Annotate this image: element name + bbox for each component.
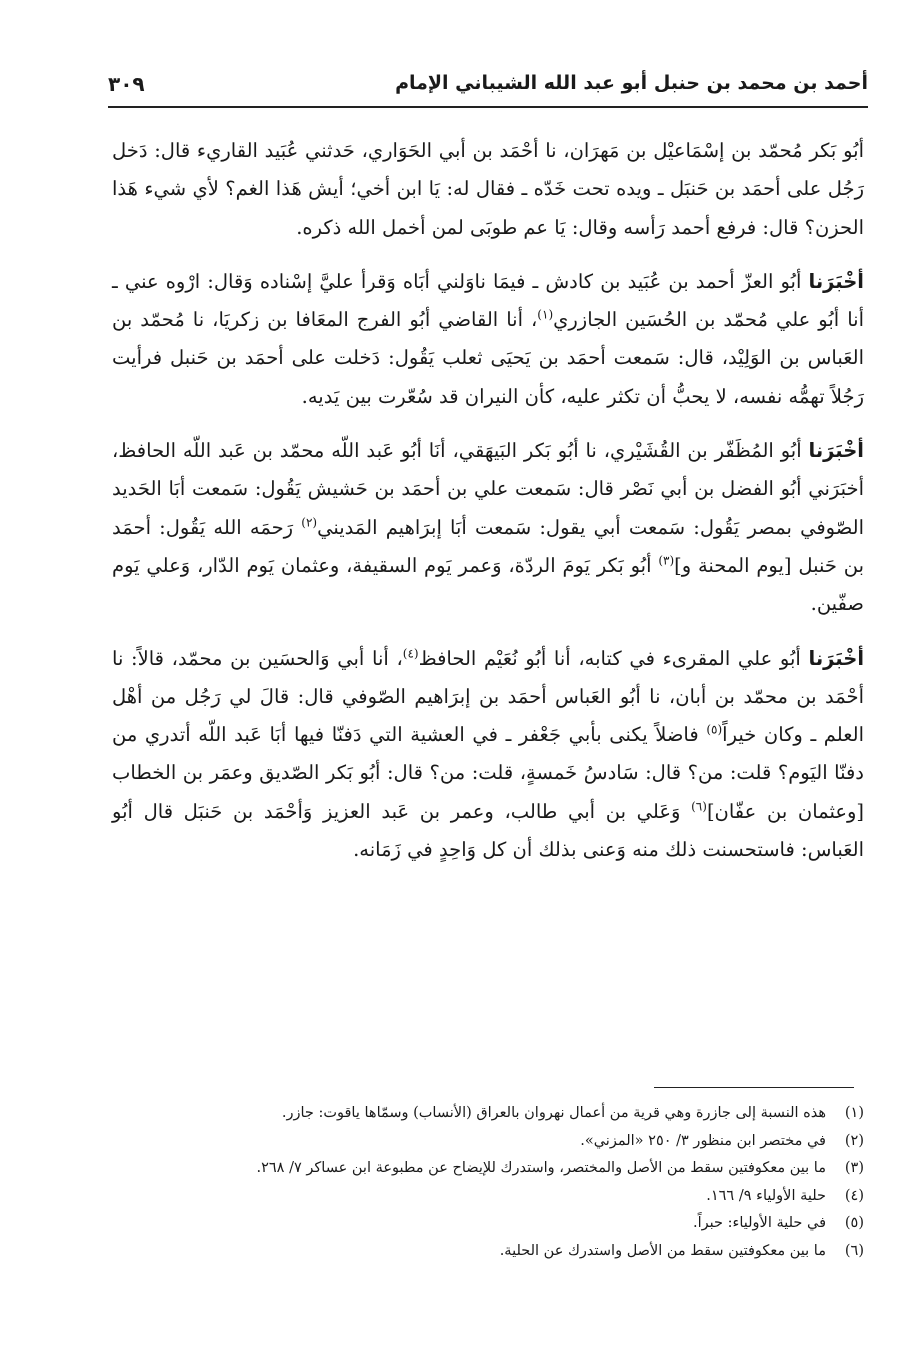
footnote-number: (٤) bbox=[844, 1187, 864, 1204]
footnote-text: هذه النسبة إلى جازرة وهي قرية من أعمال نهروان بالعراق (الأنساب) وسمّاها ياقوت: جازر. bbox=[281, 1105, 826, 1121]
paragraph bbox=[112, 132, 864, 247]
main-text bbox=[112, 132, 864, 885]
footnote-separator bbox=[654, 1087, 854, 1088]
paragraph-text: فاضلاً يكنى بأبي جَعْفر ـ في العشية التي دَفنّا فيها أبَا عَبد اللّه أتدري من دفنّا اليَوم؟ قلت: من؟ قال: سَادسُ خَمسةٍ، قلت: من؟ قال: أبُو بَكر الصّديق وعمَر بن الخطاب [وعثمان بن عفّان] bbox=[112, 723, 864, 823]
footnote-number: (١) bbox=[844, 1105, 864, 1121]
paragraph bbox=[112, 432, 864, 623]
running-header bbox=[108, 70, 868, 106]
paragraph-text: أبُو علي المقرىء في كتابه، أنا أبُو نُعَيْم الحافظ bbox=[418, 646, 809, 670]
paragraph bbox=[112, 640, 864, 870]
paragraph-text: أبُو المُظَفّر بن القُشَيْري، نا أبُو بَكر البَيهَقي، أنَا أبُو عَبد اللّه محمّد بن عَبد اللّه الحافظ، أخبَرَني أبُو الفضل بن أبي نَصْر قال: سَمعت علي بن أحمَد بن حَشيش يَقُول: سَمعت أبَا الحَديد الصّوفي بمصر يَقُول: سَمعت أبي يقول: سَمعت أبَا إبرَاهيم المَديني bbox=[112, 439, 864, 539]
footnote-reference[interactable]: (٤) bbox=[402, 646, 419, 661]
page-number: ٣٠٩ bbox=[108, 72, 145, 96]
paragraph-text: أبُو العزّ أحمد بن عُبَيد بن كادش ـ فيمَا ناوَلني أبَاه وَقرأ عليَّ إسْناده وَقال: ارْوه عني ـ أنا أبُو علي مُحمّد بن الحُسَين الجازري bbox=[112, 269, 864, 332]
footnote bbox=[112, 1210, 864, 1238]
footnote bbox=[112, 1155, 864, 1183]
footnote bbox=[112, 1238, 864, 1266]
footnote-reference[interactable]: (٣) bbox=[658, 553, 675, 568]
footnote-reference[interactable]: (٦) bbox=[691, 799, 707, 814]
footnote-reference[interactable]: (٢) bbox=[301, 515, 318, 530]
footnote-reference[interactable]: (٥) bbox=[706, 722, 723, 737]
paragraph-text: ، أنا أبي وَالحسَين بن محمّد، قالاً: نا أحْمَد بن محمّد بن أبان، نا أبُو العَباس أحمَد بن إبرَاهيم الصّوفي قال: قالَ لي رَجُل من أهْل العلم ـ وكان خيراً bbox=[112, 646, 865, 747]
footnote-text: في حلية الأولياء: حبراً. bbox=[693, 1215, 826, 1231]
footnote-text: حلية الأولياء ٩/ ١٦٦. bbox=[706, 1187, 826, 1204]
paragraph-lead-word: أخْبَرَنا bbox=[808, 269, 864, 293]
paragraph-text: أبُو بَكر مُحمّد بن إسْمَاعيْل بن مَهرَان، نا أحْمَد بن أبي الحَوَاري، حَدثني عُبَيد القاريء قال: دَخل رَجُل على أحمَد بن حَنبَل ـ ويده تحت خَدّه ـ فقال له: يَا ابن أخي؛ أيش هَذا الغم؟ لأي شيء هَذا الحزن؟ قال: فرفع أحمد رَأسه وقال: يَا عم طوبَى لمن أخمل الله ذكره. bbox=[112, 139, 864, 239]
footnote-number: (٣) bbox=[844, 1160, 864, 1176]
paragraph-text: وَعَلي بن أبي طالب، وعمر بن عَبد العزيز وَأحْمَد بن حَنبَل قال أبُو العَباس: فاستحسنت ذلك منه وَعنى بذلك أن كل وَاحِدٍ في زَمَانه. bbox=[112, 799, 864, 862]
paragraph-lead-word: أخْبَرَنا bbox=[808, 646, 865, 670]
paragraph-text: ، أنا القاضي أبُو الفرج المعَافا بن زكريَا، نا مُحمّد بن العَباس بن الوَلِيْد، قال: سَمعت أحمَد بن يَحيَى ثعلب يَقُول: دَخلت على أحمَد بن حَنبل فرأيت رَجُلاً تهمُّه نفسه، لا يحبُّ أن تكثر عليه، كأن النيران قد سُعّرت بين يَديه. bbox=[112, 308, 864, 408]
footnote bbox=[112, 1183, 864, 1211]
footnote-number: (٥) bbox=[844, 1215, 864, 1231]
footnotes bbox=[112, 1100, 864, 1265]
footnote-number: (٦) bbox=[844, 1242, 864, 1259]
paragraph bbox=[112, 263, 864, 416]
header-rule bbox=[108, 106, 868, 108]
footnote bbox=[112, 1128, 864, 1156]
footnote-text: في مختصر ابن منظور ٣/ ٢٥٠ «المزني». bbox=[580, 1132, 826, 1149]
running-title: أحمد بن محمد بن حنبل أبو عبد الله الشيباني الإمام bbox=[395, 72, 868, 94]
footnote-text: ما بين معكوفتين سقط من الأصل والمختصر، واستدرك للإيضاح عن مطبوعة ابن عساكر ٧/ ٢٦٨. bbox=[256, 1160, 826, 1176]
paragraph-text: أبُو بَكر يَومَ الردّة، وَعمر يَوم السقيفة، وعثمان يَوم الدّار، وَعلي يَوم صفّين. bbox=[112, 553, 864, 616]
paragraph-lead-word: أخْبَرَنا bbox=[808, 439, 864, 463]
footnote bbox=[112, 1100, 864, 1128]
footnote-text: ما بين معكوفتين سقط من الأصل واستدرك عن الحلية. bbox=[499, 1242, 826, 1259]
paragraph-text: رَحمَه الله يَقُول: أحمَد بن حَنبل [يوم المحنة و] bbox=[112, 515, 864, 577]
footnote-number: (٢) bbox=[844, 1132, 864, 1149]
footnote-reference[interactable]: (١) bbox=[537, 307, 554, 322]
